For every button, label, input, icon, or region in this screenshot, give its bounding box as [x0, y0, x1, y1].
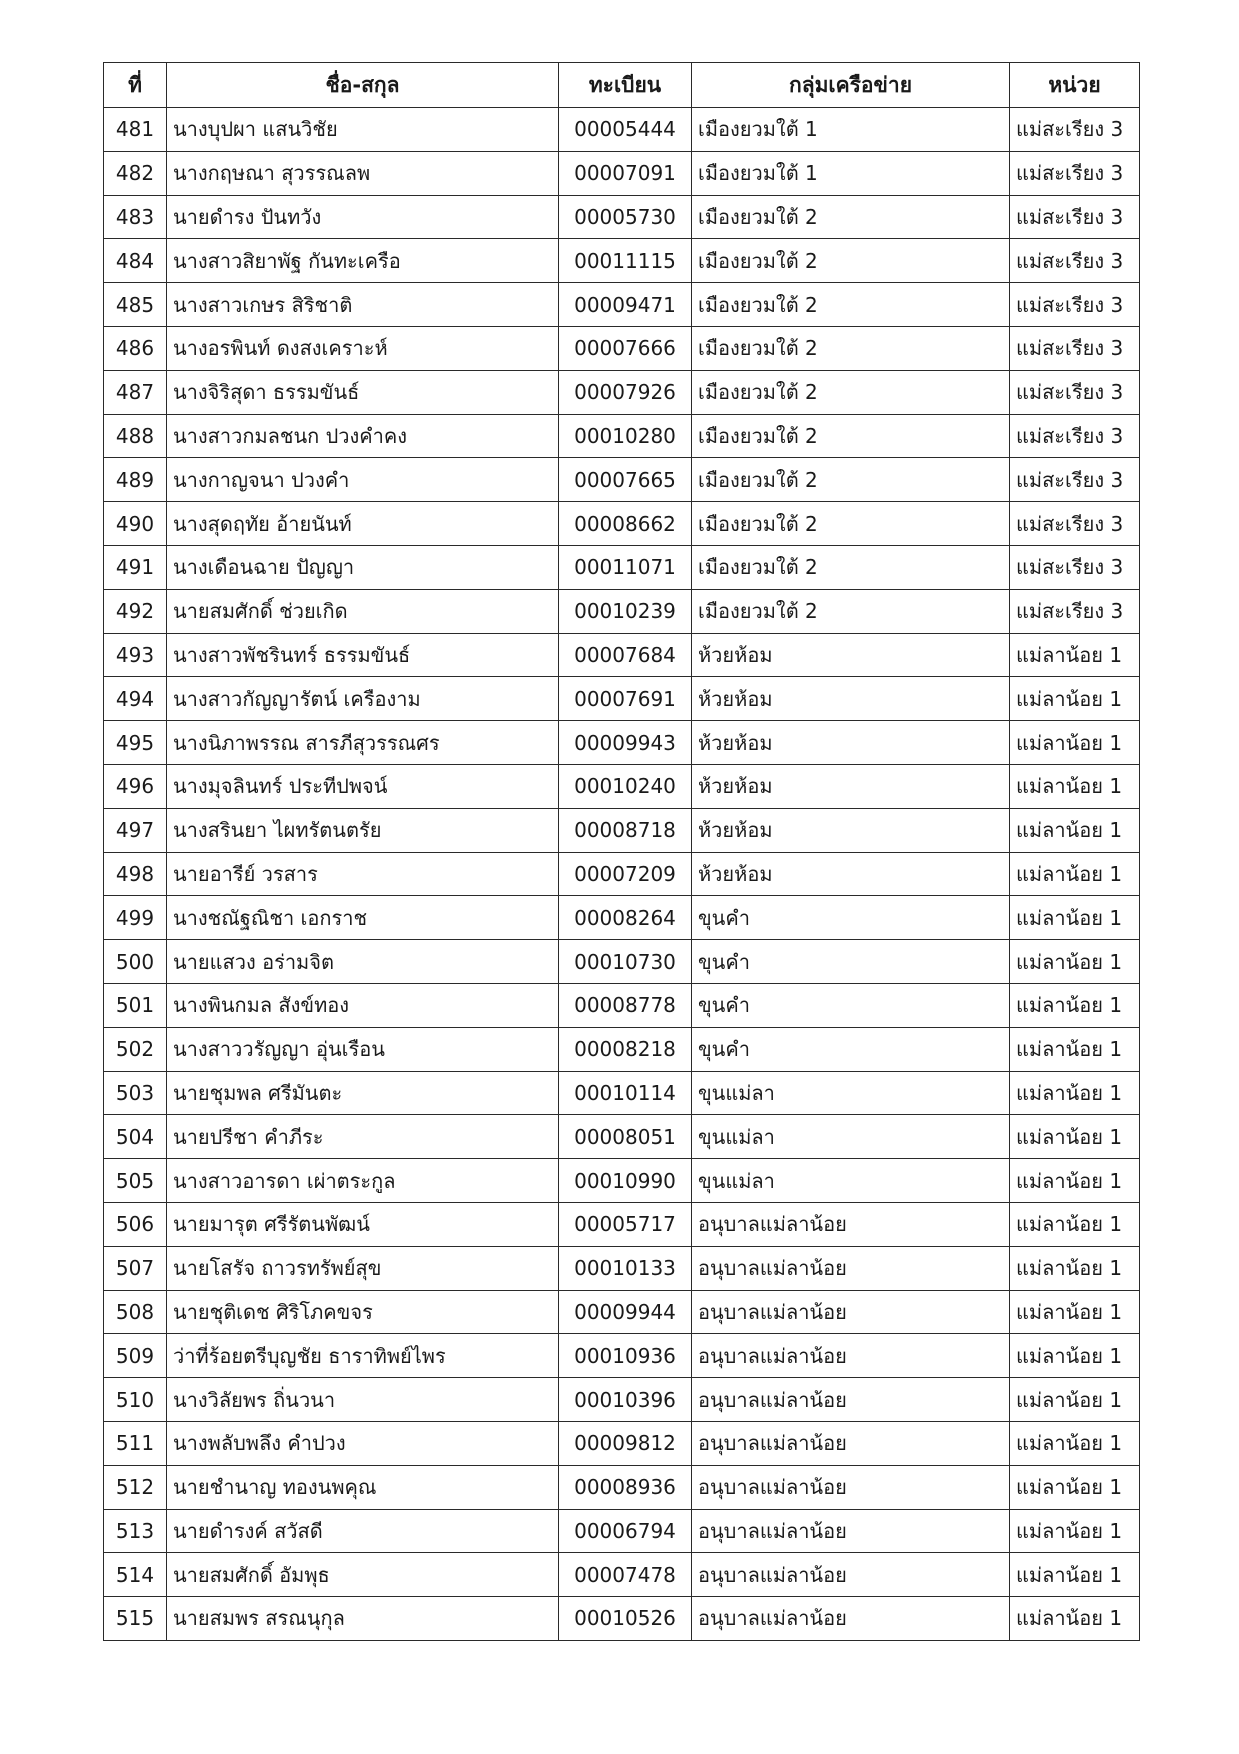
cell-network-group: ห้วยห้อม	[692, 764, 1010, 808]
cell-name: นายอารีย์ วรสาร	[167, 852, 559, 896]
cell-no: 494	[104, 677, 167, 721]
table-row	[104, 1421, 1140, 1465]
cell-name: นางบุปผา แสนวิชัย	[167, 108, 559, 152]
cell-registration: 00008264	[559, 896, 692, 940]
cell-registration: 00007926	[559, 370, 692, 414]
cell-unit: แม่ลาน้อย 1	[1010, 940, 1140, 984]
cell-registration: 00008778	[559, 983, 692, 1027]
cell-network-group: เมืองยวมใต้ 2	[692, 370, 1010, 414]
cell-network-group: ขุนแม่ลา	[692, 1159, 1010, 1203]
cell-registration: 00008051	[559, 1115, 692, 1159]
table-row	[104, 283, 1140, 327]
table-row	[104, 239, 1140, 283]
table-body	[104, 108, 1140, 1641]
cell-name: นายชุมพล ศรีมันตะ	[167, 1071, 559, 1115]
cell-name: นางวิลัยพร ถิ่นวนา	[167, 1378, 559, 1422]
cell-network-group: อนุบาลแม่ลาน้อย	[692, 1509, 1010, 1553]
cell-registration: 00010280	[559, 414, 692, 458]
header-network-group: กลุ่มเครือข่าย	[692, 63, 1010, 108]
header-registration: ทะเบียน	[559, 63, 692, 108]
cell-network-group: เมืองยวมใต้ 2	[692, 414, 1010, 458]
table-row	[104, 1027, 1140, 1071]
cell-name: นางพินกมล สังข์ทอง	[167, 983, 559, 1027]
cell-no: 495	[104, 721, 167, 765]
cell-unit: แม่สะเรียง 3	[1010, 545, 1140, 589]
cell-registration: 00010730	[559, 940, 692, 984]
cell-registration: 00005730	[559, 195, 692, 239]
cell-unit: แม่สะเรียง 3	[1010, 458, 1140, 502]
cell-registration: 00011071	[559, 545, 692, 589]
cell-no: 489	[104, 458, 167, 502]
cell-registration: 00005444	[559, 108, 692, 152]
cell-name: นายมารุต ศรีรัตนพัฒน์	[167, 1202, 559, 1246]
cell-network-group: อนุบาลแม่ลาน้อย	[692, 1421, 1010, 1465]
cell-name: นายดำรงค์ สวัสดี	[167, 1509, 559, 1553]
cell-registration: 00005717	[559, 1202, 692, 1246]
table-row	[104, 1115, 1140, 1159]
cell-network-group: เมืองยวมใต้ 2	[692, 283, 1010, 327]
cell-network-group: อนุบาลแม่ลาน้อย	[692, 1378, 1010, 1422]
table-row	[104, 1334, 1140, 1378]
cell-no: 492	[104, 589, 167, 633]
table-row	[104, 326, 1140, 370]
cell-network-group: เมืองยวมใต้ 2	[692, 195, 1010, 239]
table-row	[104, 852, 1140, 896]
cell-registration: 00008936	[559, 1465, 692, 1509]
cell-registration: 00011115	[559, 239, 692, 283]
cell-no: 511	[104, 1421, 167, 1465]
cell-registration: 00007478	[559, 1553, 692, 1597]
cell-registration: 00007665	[559, 458, 692, 502]
roster-table	[103, 62, 1140, 1641]
cell-network-group: เมืองยวมใต้ 2	[692, 545, 1010, 589]
table-row	[104, 545, 1140, 589]
cell-no: 503	[104, 1071, 167, 1115]
cell-unit: แม่ลาน้อย 1	[1010, 1115, 1140, 1159]
cell-name: นางพลับพลึง คำปวง	[167, 1421, 559, 1465]
cell-no: 488	[104, 414, 167, 458]
cell-no: 514	[104, 1553, 167, 1597]
table-row	[104, 677, 1140, 721]
cell-registration: 00008662	[559, 502, 692, 546]
cell-name: นางสรินยา ไผทรัตนตรัย	[167, 808, 559, 852]
cell-network-group: ขุนแม่ลา	[692, 1115, 1010, 1159]
table-row	[104, 589, 1140, 633]
cell-unit: แม่ลาน้อย 1	[1010, 1421, 1140, 1465]
table-row	[104, 1509, 1140, 1553]
cell-network-group: เมืองยวมใต้ 2	[692, 326, 1010, 370]
cell-no: 510	[104, 1378, 167, 1422]
cell-no: 500	[104, 940, 167, 984]
cell-network-group: อนุบาลแม่ลาน้อย	[692, 1465, 1010, 1509]
cell-network-group: ขุนคำ	[692, 896, 1010, 940]
cell-no: 493	[104, 633, 167, 677]
cell-unit: แม่ลาน้อย 1	[1010, 1159, 1140, 1203]
cell-unit: แม่สะเรียง 3	[1010, 589, 1140, 633]
cell-no: 501	[104, 983, 167, 1027]
cell-no: 497	[104, 808, 167, 852]
table-row	[104, 1378, 1140, 1422]
cell-no: 512	[104, 1465, 167, 1509]
cell-network-group: เมืองยวมใต้ 2	[692, 502, 1010, 546]
cell-name: นายชุติเดช ศิริโภคขจร	[167, 1290, 559, 1334]
cell-registration: 00007691	[559, 677, 692, 721]
cell-name: นางสาวกัญญารัตน์ เครืองาม	[167, 677, 559, 721]
cell-no: 515	[104, 1597, 167, 1641]
cell-no: 507	[104, 1246, 167, 1290]
table-row	[104, 940, 1140, 984]
cell-no: 486	[104, 326, 167, 370]
cell-registration: 00010240	[559, 764, 692, 808]
cell-name: นางสุดฤทัย อ้ายนันท์	[167, 502, 559, 546]
cell-network-group: เมืองยวมใต้ 1	[692, 151, 1010, 195]
cell-name: นางสาวอารดา เผ่าตระกูล	[167, 1159, 559, 1203]
cell-no: 498	[104, 852, 167, 896]
cell-name: นางสาวสิยาพัฐ กันทะเครือ	[167, 239, 559, 283]
cell-no: 491	[104, 545, 167, 589]
cell-no: 484	[104, 239, 167, 283]
cell-registration: 00007666	[559, 326, 692, 370]
cell-unit: แม่ลาน้อย 1	[1010, 1509, 1140, 1553]
cell-unit: แม่ลาน้อย 1	[1010, 1027, 1140, 1071]
cell-no: 502	[104, 1027, 167, 1071]
header-unit: หน่วย	[1010, 63, 1140, 108]
cell-network-group: ห้วยห้อม	[692, 721, 1010, 765]
cell-no: 508	[104, 1290, 167, 1334]
table-row	[104, 633, 1140, 677]
cell-unit: แม่ลาน้อย 1	[1010, 1553, 1140, 1597]
table-row	[104, 195, 1140, 239]
table-row	[104, 1597, 1140, 1641]
cell-registration: 00010396	[559, 1378, 692, 1422]
cell-network-group: ขุนคำ	[692, 983, 1010, 1027]
table-row	[104, 1071, 1140, 1115]
cell-no: 509	[104, 1334, 167, 1378]
cell-registration: 00007684	[559, 633, 692, 677]
cell-registration: 00010239	[559, 589, 692, 633]
cell-unit: แม่ลาน้อย 1	[1010, 721, 1140, 765]
cell-network-group: อนุบาลแม่ลาน้อย	[692, 1597, 1010, 1641]
table-row	[104, 414, 1140, 458]
table-row	[104, 458, 1140, 502]
cell-unit: แม่ลาน้อย 1	[1010, 1071, 1140, 1115]
cell-name: นางสาวพัชรินทร์ ธรรมขันธ์	[167, 633, 559, 677]
cell-network-group: ห้วยห้อม	[692, 677, 1010, 721]
table-row	[104, 1553, 1140, 1597]
cell-name: นายปรีชา คำภีระ	[167, 1115, 559, 1159]
cell-network-group: เมืองยวมใต้ 2	[692, 239, 1010, 283]
cell-no: 485	[104, 283, 167, 327]
cell-network-group: เมืองยวมใต้ 1	[692, 108, 1010, 152]
cell-name: นายชำนาญ ทองนพคุณ	[167, 1465, 559, 1509]
cell-name: นายโสรัจ ถาวรทรัพย์สุข	[167, 1246, 559, 1290]
cell-no: 482	[104, 151, 167, 195]
cell-registration: 00010114	[559, 1071, 692, 1115]
cell-unit: แม่ลาน้อย 1	[1010, 677, 1140, 721]
cell-unit: แม่ลาน้อย 1	[1010, 1246, 1140, 1290]
cell-name: ว่าที่ร้อยตรีบุญชัย ธาราทิพย์ไพร	[167, 1334, 559, 1378]
cell-name: นางจิริสุดา ธรรมขันธ์	[167, 370, 559, 414]
cell-name: นางนิภาพรรณ สารภีสุวรรณศร	[167, 721, 559, 765]
cell-network-group: อนุบาลแม่ลาน้อย	[692, 1202, 1010, 1246]
cell-no: 483	[104, 195, 167, 239]
cell-unit: แม่สะเรียง 3	[1010, 283, 1140, 327]
cell-unit: แม่ลาน้อย 1	[1010, 1465, 1140, 1509]
cell-name: นางเดือนฉาย ปัญญา	[167, 545, 559, 589]
cell-unit: แม่ลาน้อย 1	[1010, 1334, 1140, 1378]
table-row	[104, 983, 1140, 1027]
cell-unit: แม่ลาน้อย 1	[1010, 1290, 1140, 1334]
cell-name: นางกฤษณา สุวรรณลพ	[167, 151, 559, 195]
cell-unit: แม่สะเรียง 3	[1010, 502, 1140, 546]
table-row	[104, 151, 1140, 195]
cell-unit: แม่ลาน้อย 1	[1010, 1597, 1140, 1641]
cell-no: 490	[104, 502, 167, 546]
cell-network-group: ห้วยห้อม	[692, 808, 1010, 852]
cell-unit: แม่ลาน้อย 1	[1010, 808, 1140, 852]
cell-registration: 00010936	[559, 1334, 692, 1378]
cell-unit: แม่สะเรียง 3	[1010, 370, 1140, 414]
table-row	[104, 1246, 1140, 1290]
cell-registration: 00007209	[559, 852, 692, 896]
cell-network-group: ขุนคำ	[692, 1027, 1010, 1071]
cell-registration: 00010990	[559, 1159, 692, 1203]
cell-name: นายสมพร สรณนุกุล	[167, 1597, 559, 1641]
cell-unit: แม่สะเรียง 3	[1010, 414, 1140, 458]
cell-registration: 00010133	[559, 1246, 692, 1290]
cell-name: นายดำรง ปันทวัง	[167, 195, 559, 239]
cell-registration: 00009943	[559, 721, 692, 765]
cell-no: 505	[104, 1159, 167, 1203]
cell-unit: แม่สะเรียง 3	[1010, 151, 1140, 195]
cell-registration: 00006794	[559, 1509, 692, 1553]
cell-no: 481	[104, 108, 167, 152]
cell-unit: แม่ลาน้อย 1	[1010, 764, 1140, 808]
cell-network-group: อนุบาลแม่ลาน้อย	[692, 1553, 1010, 1597]
cell-name: นายแสวง อร่ามจิต	[167, 940, 559, 984]
cell-unit: แม่ลาน้อย 1	[1010, 852, 1140, 896]
header-no: ที่	[104, 63, 167, 108]
cell-name: นางสาวกมลชนก ปวงคำคง	[167, 414, 559, 458]
table-row	[104, 108, 1140, 152]
table-row	[104, 764, 1140, 808]
cell-registration: 00009471	[559, 283, 692, 327]
cell-no: 506	[104, 1202, 167, 1246]
cell-unit: แม่ลาน้อย 1	[1010, 1202, 1140, 1246]
cell-name: นายสมศักดิ์ อัมพุธ	[167, 1553, 559, 1597]
cell-unit: แม่ลาน้อย 1	[1010, 896, 1140, 940]
cell-network-group: ห้วยห้อม	[692, 633, 1010, 677]
header-name: ชื่อ-สกุล	[167, 63, 559, 108]
cell-name: นางอรพินท์ ดงสงเคราะห์	[167, 326, 559, 370]
cell-registration: 00008718	[559, 808, 692, 852]
cell-registration: 00009944	[559, 1290, 692, 1334]
cell-network-group: อนุบาลแม่ลาน้อย	[692, 1290, 1010, 1334]
cell-registration: 00008218	[559, 1027, 692, 1071]
cell-network-group: ขุนแม่ลา	[692, 1071, 1010, 1115]
table-row	[104, 1159, 1140, 1203]
cell-unit: แม่สะเรียง 3	[1010, 239, 1140, 283]
cell-name: นายสมศักดิ์ ช่วยเกิด	[167, 589, 559, 633]
cell-no: 496	[104, 764, 167, 808]
cell-name: นางสาววรัญญา อุ่นเรือน	[167, 1027, 559, 1071]
cell-network-group: เมืองยวมใต้ 2	[692, 589, 1010, 633]
table-row	[104, 370, 1140, 414]
cell-name: นางกาญจนา ปวงคำ	[167, 458, 559, 502]
cell-unit: แม่ลาน้อย 1	[1010, 983, 1140, 1027]
cell-no: 487	[104, 370, 167, 414]
cell-no: 499	[104, 896, 167, 940]
table-row	[104, 1202, 1140, 1246]
cell-name: นางมุจลินทร์ ประทีปพจน์	[167, 764, 559, 808]
cell-network-group: ขุนคำ	[692, 940, 1010, 984]
table-row	[104, 1290, 1140, 1334]
cell-no: 504	[104, 1115, 167, 1159]
table-row	[104, 721, 1140, 765]
cell-name: นางชณัฐณิชา เอกราช	[167, 896, 559, 940]
table-row	[104, 896, 1140, 940]
cell-network-group: เมืองยวมใต้ 2	[692, 458, 1010, 502]
cell-no: 513	[104, 1509, 167, 1553]
cell-unit: แม่ลาน้อย 1	[1010, 633, 1140, 677]
table-row	[104, 808, 1140, 852]
cell-unit: แม่ลาน้อย 1	[1010, 1378, 1140, 1422]
table-row	[104, 1465, 1140, 1509]
cell-unit: แม่สะเรียง 3	[1010, 195, 1140, 239]
cell-unit: แม่สะเรียง 3	[1010, 108, 1140, 152]
cell-registration: 00007091	[559, 151, 692, 195]
cell-network-group: อนุบาลแม่ลาน้อย	[692, 1246, 1010, 1290]
table-header-row	[104, 63, 1140, 108]
cell-network-group: อนุบาลแม่ลาน้อย	[692, 1334, 1010, 1378]
table-row	[104, 502, 1140, 546]
cell-unit: แม่สะเรียง 3	[1010, 326, 1140, 370]
cell-name: นางสาวเกษร สิริชาติ	[167, 283, 559, 327]
cell-registration: 00009812	[559, 1421, 692, 1465]
cell-network-group: ห้วยห้อม	[692, 852, 1010, 896]
cell-registration: 00010526	[559, 1597, 692, 1641]
